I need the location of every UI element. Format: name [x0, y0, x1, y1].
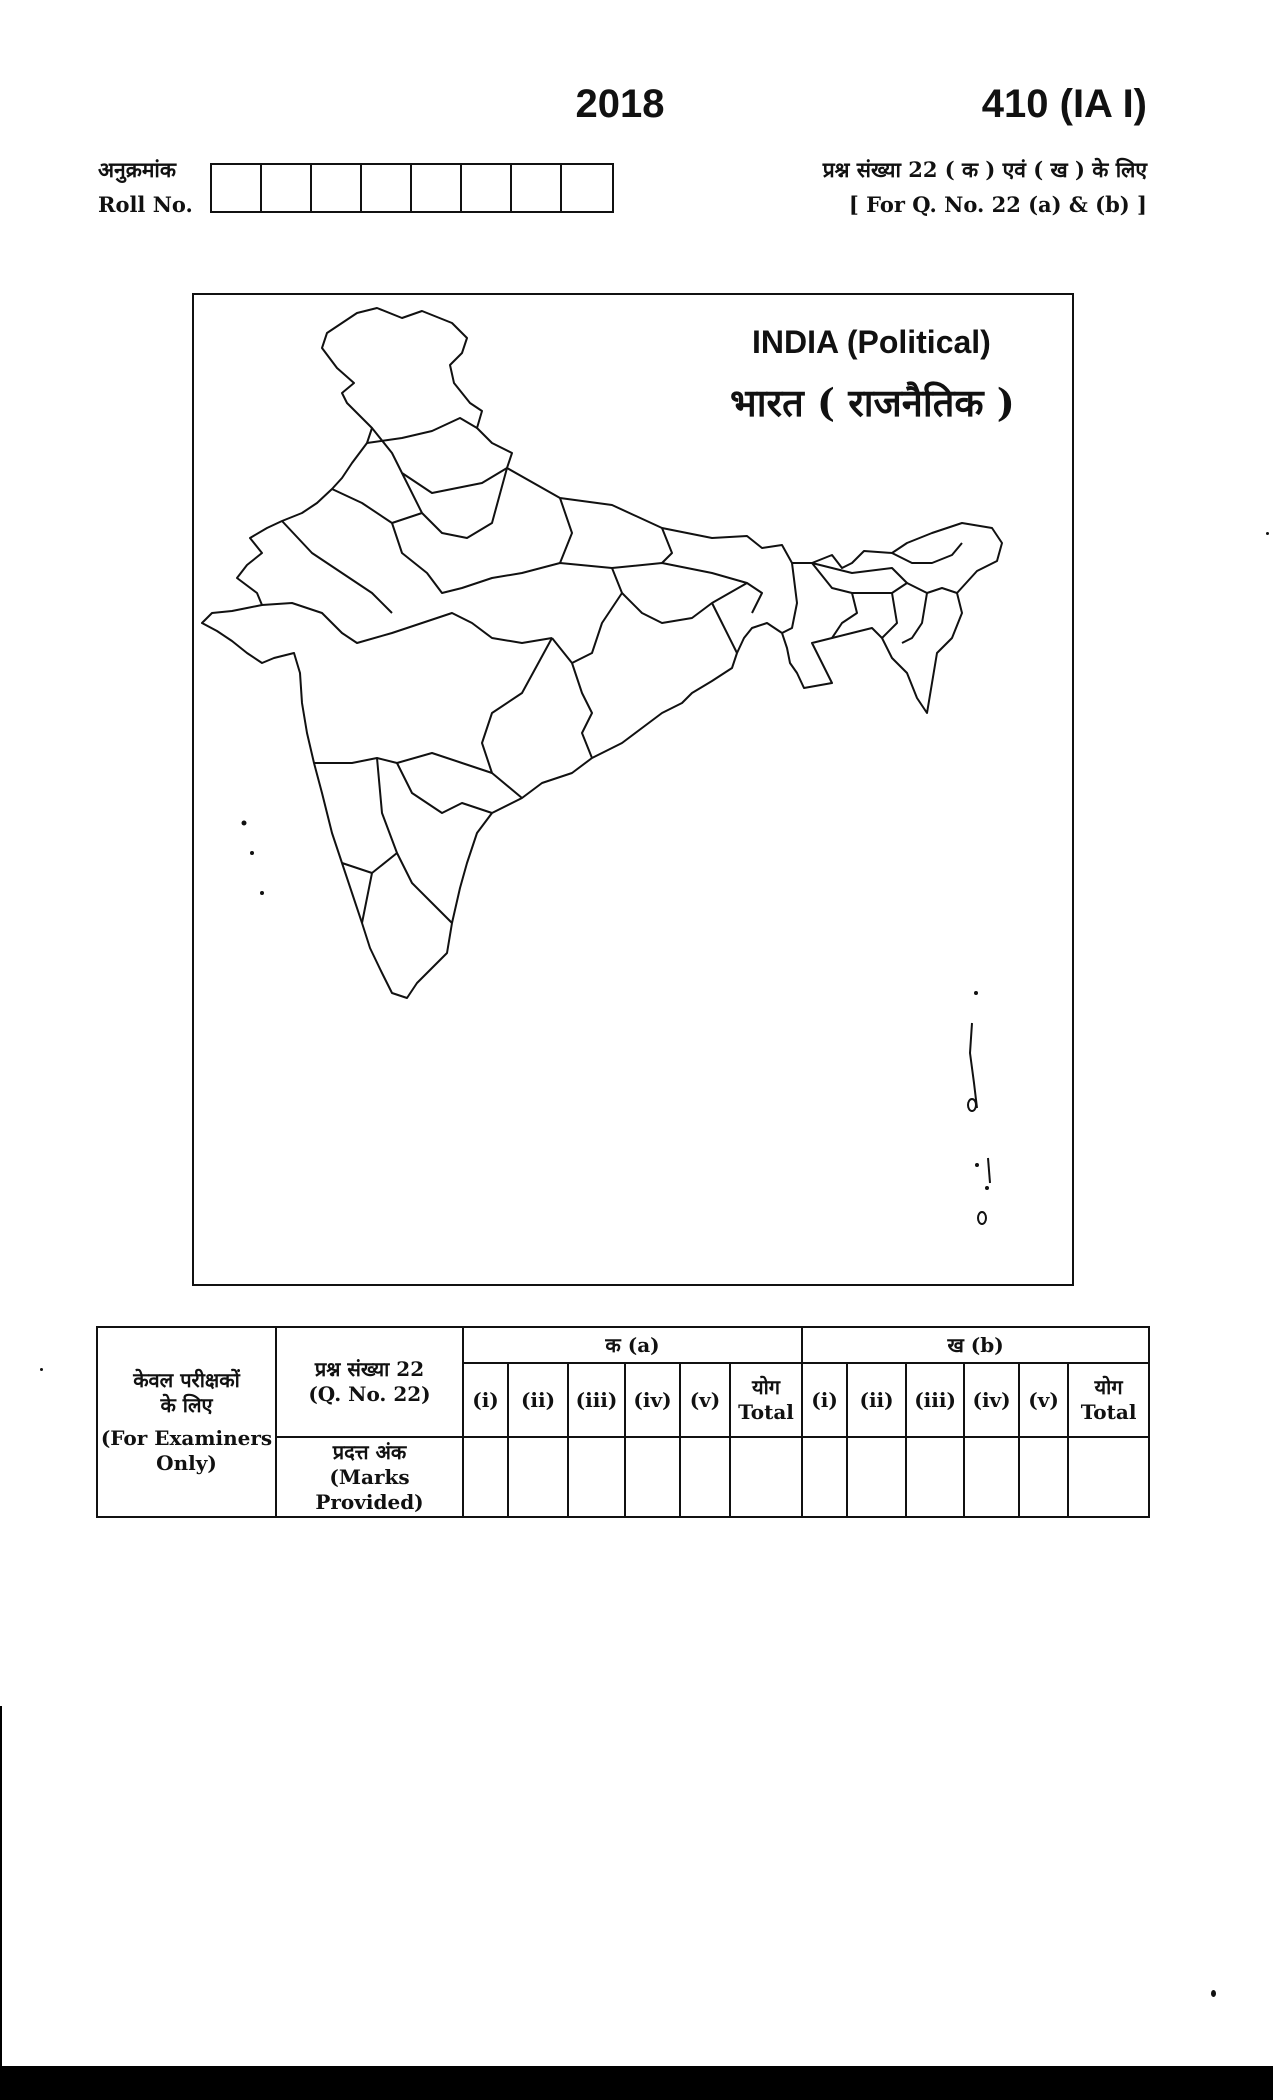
marks-entry-a-iv[interactable]: [625, 1437, 680, 1517]
roll-digit-box[interactable]: [562, 165, 612, 211]
scan-speck: [1266, 532, 1269, 535]
map-title-english: INDIA (Political): [752, 324, 991, 360]
total-a-hi: योग: [752, 1375, 781, 1399]
marks-entry-a-i[interactable]: [463, 1437, 508, 1517]
marks-entry-b-ii[interactable]: [847, 1437, 906, 1517]
part-a-header: क (a): [463, 1327, 802, 1363]
part-b-header: ख (b): [802, 1327, 1149, 1363]
marks-entry-a-iii[interactable]: [568, 1437, 625, 1517]
total-b-header: [1068, 1363, 1149, 1437]
marks-entry-a-ii[interactable]: [508, 1437, 568, 1517]
subpart-a-v: (v): [680, 1363, 730, 1437]
subpart-a-iii: (iii): [568, 1363, 625, 1437]
total-b-hi: योग: [1094, 1375, 1123, 1399]
marks-label-en: (Marks Provided): [315, 1464, 424, 1514]
qno-label-hi: प्रश्न संख्या 22: [314, 1357, 425, 1381]
paper-code: 410 (IA I): [981, 82, 1147, 126]
roll-digit-box[interactable]: [212, 165, 262, 211]
subpart-b-i: (i): [802, 1363, 847, 1437]
question-number-cell: [276, 1327, 463, 1437]
map-title-hindi: भारत ( राजनैतिक ): [730, 380, 1015, 425]
subpart-b-v: (v): [1019, 1363, 1068, 1437]
subpart-b-iii: (iii): [906, 1363, 964, 1437]
roll-number-boxes[interactable]: [210, 163, 614, 213]
marks-label-hi: प्रदत्त अंक: [332, 1439, 407, 1464]
marks-entry-b-total[interactable]: [1068, 1437, 1149, 1517]
marks-entry-b-i[interactable]: [802, 1437, 847, 1517]
total-b-en: Total: [1080, 1400, 1137, 1424]
india-outline-map: [192, 293, 1074, 1286]
scan-edge-line: [0, 1706, 2, 2066]
examiners-label-hi-2: के लिए: [160, 1393, 213, 1417]
marks-entry-b-iv[interactable]: [964, 1437, 1019, 1517]
roll-digit-box[interactable]: [462, 165, 512, 211]
question-ref-hindi: प्रश्न संख्या 22 ( क ) एवं ( ख ) के लिए: [822, 157, 1147, 182]
scan-bottom-bar: [0, 2066, 1273, 2100]
scan-speck: [1211, 1990, 1216, 1997]
subpart-a-ii: (ii): [508, 1363, 568, 1437]
marks-entry-b-v[interactable]: [1019, 1437, 1068, 1517]
for-examiners-cell: [97, 1327, 276, 1517]
total-a-en: Total: [738, 1400, 794, 1424]
marks-entry-a-total[interactable]: [730, 1437, 802, 1517]
total-a-header: [730, 1363, 802, 1437]
roll-label-hindi: अनुक्रमांक: [98, 157, 176, 182]
examiners-label-en: (For Examiners Only): [100, 1426, 273, 1475]
marks-entry-a-v[interactable]: [680, 1437, 730, 1517]
roll-digit-box[interactable]: [412, 165, 462, 211]
marks-provided-cell: [276, 1437, 463, 1517]
subpart-b-iv: (iv): [964, 1363, 1019, 1437]
andaman-islands: [970, 1023, 977, 1108]
examiners-label-hi-1: केवल परीक्षकों: [133, 1368, 240, 1392]
roll-label-english: Roll No.: [98, 192, 193, 217]
question-ref-english: [ For Q. No. 22 (a) & (b) ]: [848, 192, 1147, 217]
examiner-marks-table: [96, 1326, 1150, 1518]
roll-digit-box[interactable]: [512, 165, 562, 211]
subpart-b-ii: (ii): [847, 1363, 906, 1437]
roll-digit-box[interactable]: [312, 165, 362, 211]
marks-entry-b-iii[interactable]: [906, 1437, 964, 1517]
exam-year: 2018: [575, 82, 665, 126]
scan-speck: [40, 1368, 43, 1371]
subpart-a-i: (i): [463, 1363, 508, 1437]
subpart-a-iv: (iv): [625, 1363, 680, 1437]
roll-digit-box[interactable]: [262, 165, 312, 211]
qno-label-en: (Q. No. 22): [308, 1382, 431, 1406]
roll-digit-box[interactable]: [362, 165, 412, 211]
